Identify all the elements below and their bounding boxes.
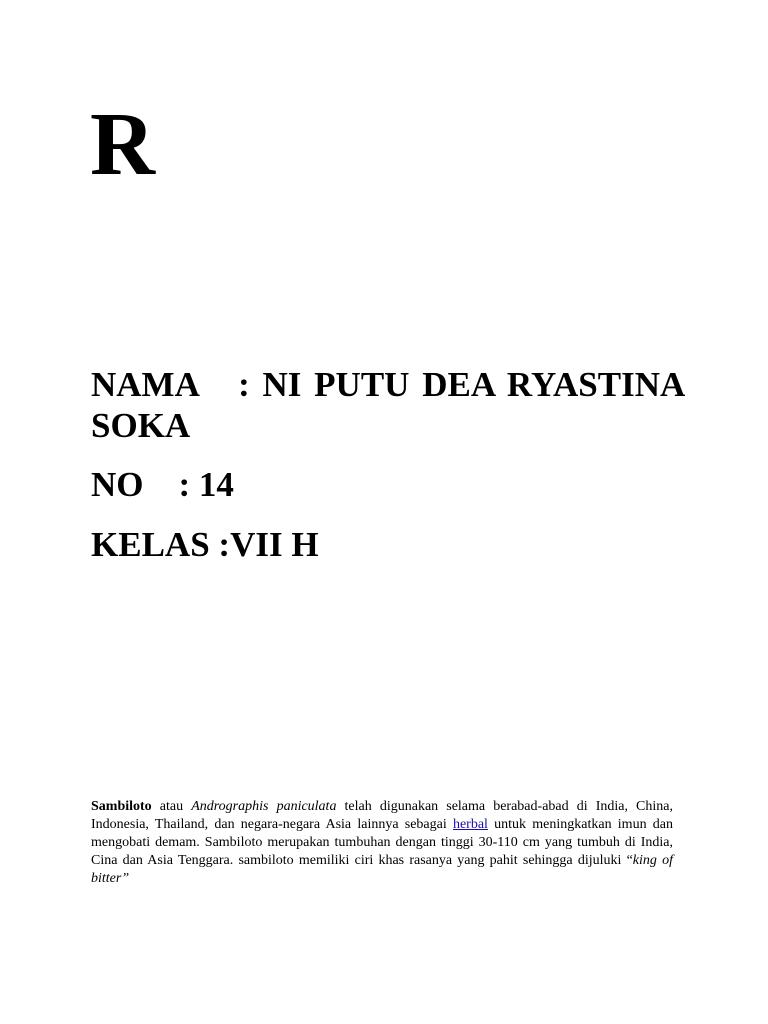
nickname-king-of-bitter: king of bitter” [91, 853, 673, 886]
name-value: NI PUTU DEA RYASTINA SOKA [91, 365, 684, 445]
student-identity [91, 364, 691, 565]
paragraph-text-3: untuk meningkatkan imun dan mengobati demam. Sambiloto merupakan tumbuhan dengan tinggi 30-110 cm yang tumbuh di India, Cina dan Asia Tenggara. sambiloto memiliki ciri khas rasanya yang pahit sehingga dijuluki “ [91, 817, 673, 868]
paragraph-text-2: telah digunakan selama berabad-abad di India, China, Indonesia, Thailand, dan negara-negara Asia lainnya sebagai [91, 799, 673, 832]
sambiloto-paragraph [91, 798, 673, 888]
term-sambiloto: Sambiloto [91, 799, 152, 814]
herbal-link[interactable]: herbal [452, 817, 488, 832]
number-row [91, 464, 691, 505]
class-separator: : [218, 525, 231, 564]
number-value: 14 [198, 465, 234, 504]
class-label: KELAS [91, 525, 210, 564]
class-row [91, 524, 691, 565]
number-label: NO [91, 465, 144, 504]
name-row [91, 364, 691, 446]
number-separator: : [178, 465, 191, 504]
large-letter-heading: R [90, 95, 155, 194]
name-label: NAMA [91, 365, 200, 404]
name-separator: : [238, 365, 250, 404]
class-value: VII H [230, 525, 319, 564]
paragraph-text-1: atau [151, 799, 192, 814]
scientific-name: Andrographis paniculata [191, 799, 337, 814]
